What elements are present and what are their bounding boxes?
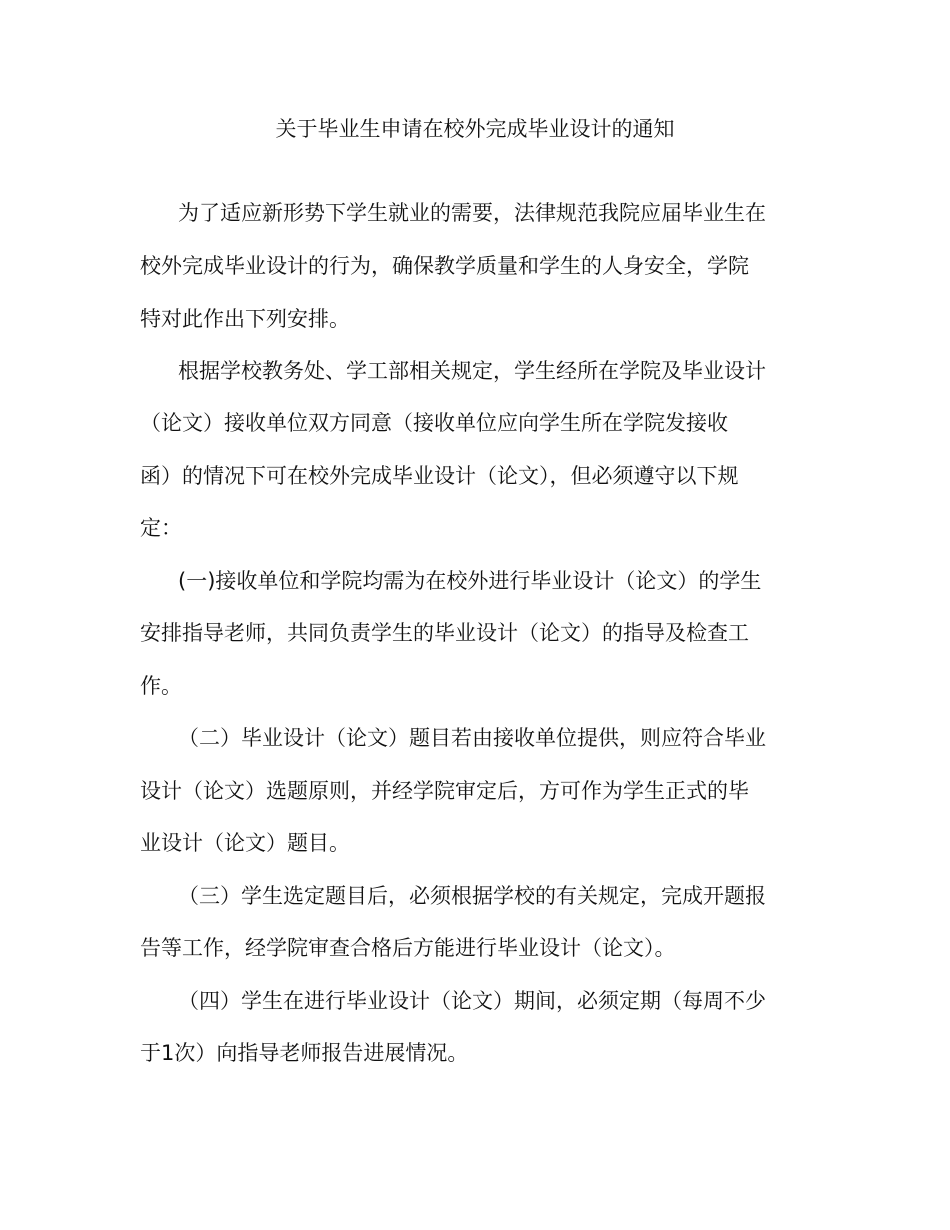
item-4-line-1: （四）学生在进行毕业设计（论文）期间，必须定期（每周不少 xyxy=(178,989,766,1013)
item-4-line-2: 于1次）向指导老师报告进展情况。 xyxy=(140,1041,469,1065)
paragraph-2-line-2: （论文）接收单位双方同意（接收单位应向学生所在学院发接收 xyxy=(140,411,728,435)
item-3-line-2: 告等工作，经学院审查合格后方能进行毕业设计（论文）。 xyxy=(140,936,676,960)
paragraph-1-line-2: 校外完成毕业设计的行为，确保教学质量和学生的人身安全，学院 xyxy=(140,254,749,278)
paragraph-1-line-1: 为了适应新形势下学生就业的需要，法律规范我院应届毕业生在 xyxy=(178,201,766,225)
paragraph-2-line-1: 根据学校教务处、学工部相关规定，学生经所在学院及毕业设计 xyxy=(178,359,766,383)
item-2-line-1: （二）毕业设计（论文）题目若由接收单位提供，则应符合毕业 xyxy=(178,726,766,750)
item-2-line-2: 设计（论文）选题原则，并经学院审定后，方可作为学生正式的毕 xyxy=(140,779,749,803)
document-title: 关于毕业生申请在校外完成毕业设计的通知 xyxy=(275,117,675,141)
paragraph-1-line-3: 特对此作出下列安排。 xyxy=(140,307,350,331)
item-3-line-1: （三）学生选定题目后，必须根据学校的有关规定，完成开题报 xyxy=(178,884,766,908)
item-2-line-3: 业设计（论文）题目。 xyxy=(140,831,350,855)
item-1-line-3: 作。 xyxy=(140,674,182,698)
paragraph-2-line-3: 函）的情况下可在校外完成毕业设计（论文），但必须遵守以下规 xyxy=(140,464,739,488)
item-1-line-2: 安排指导老师，共同负责学生的毕业设计（论文）的指导及检查工 xyxy=(140,621,749,645)
paragraph-2-line-4: 定： xyxy=(140,516,182,540)
item-1-line-1: (一)接收单位和学院均需为在校外进行毕业设计（论文）的学生 xyxy=(178,569,762,593)
